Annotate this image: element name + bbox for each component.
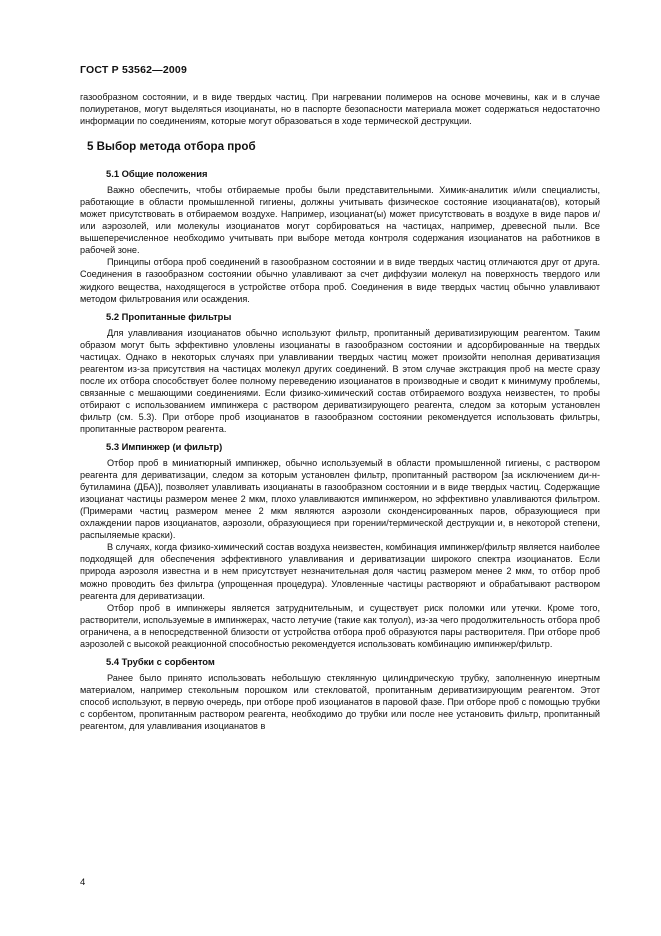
subsection-5-2-title: 5.2 Пропитанные фильтры — [106, 310, 232, 322]
document-header: ГОСТ Р 53562—2009 — [80, 64, 188, 76]
paragraph: Ранее было принято использовать небольшую стеклянную цилиндрическую трубку, заполненную инертным материалом, например стекольным порошком или стекловатой, пропитанным дериватизирующим реагентом. Этот способ используют, в первую очередь, при отборе проб изоцианатов в паровой фазе. При отборе проб с помощью трубки с сорбентом, пропитанным раствором реагента, необходимо до трубки или после нее установить фильтр, пропитанный реагентом, для улавливания изоцианатов в — [80, 672, 600, 731]
paragraph: Отбор проб в миниатюрный импинжер, обычно используемый в области промышленной гигиены, с раствором реагента для дериватизации, следом за которым установлен фильтр, пропитанный раствором [за исключением ди-н-бутиламина (ДБА)], позволяет улавливать изоцианаты в газообразном состоянии и в виде твердых частиц. Содержащие изоцианат частицы размером менее 2 мкм, плохо улавливаются импинжером, но эффективно улавливаются фильтром. (Примерами частиц размером менее 2 мкм являются аэрозоли сконденсированных паров, образующиеся при охлаждении паров изоцианатов, аэрозоли, образующиеся при горении/термической деструкции и, в некоторой степени, распыляемые краски). — [80, 458, 600, 541]
intro-paragraph: газообразном состоянии, и в виде твердых частиц. При нагревании полимеров на основе мочевины, как и в случае полиуретанов, могут выделяться изоцианаты, но в паспорте безопасности материала может содержаться недостаточно информации по соединениям, которые могут образоваться в ходе термической деструкции. — [80, 92, 600, 127]
paragraph: Важно обеспечить, чтобы отбираемые пробы были представительными. Химик-аналитик и/или специалисты, работающие в области промышленной гигиены, должны учитывать физическое состояние изоцианата(ов), который может присутствовать в отбираемом воздухе. Например, изоцианат(ы) может присутствовать в воздухе в виде паров и/или аэрозолей, или молекулы изоцианатов могут сорбироваться на частицах, например, древесной пыли. Все вышеперечисленное необходимо учитывать при выборе метода контроля содержания изоцианатов на работников в рабочей зоне. — [80, 185, 600, 256]
page-number: 4 — [80, 877, 86, 888]
paragraph: В случаях, когда физико-химический состав воздуха неизвестен, комбинация импинжер/фильтр является наиболее подходящей для обеспечения эффективного улавливания и дериватизации широкого спектра изоцианатов. Если природа аэрозоля известна и в нем присутствует незначительная доля частиц размером менее 2 мкм, то отбор проб можно проводить без фильтра (упрощенная процедура). Уловленные частицы растворяют и обрабатывают раствором реагента для дериватизации. — [80, 542, 600, 601]
subsection-5-1-title: 5.1 Общие положения — [106, 168, 208, 180]
subsection-5-3-title: 5.3 Импинжер (и фильтр) — [106, 441, 223, 453]
subsection-5-4-title: 5.4 Трубки с сорбентом — [106, 655, 215, 667]
paragraph: Принципы отбора проб соединений в газообразном состоянии и в виде твердых частиц отличаются друг от друга. Соединения в газообразном состоянии обычно улавливают за счет диффузии молекул на поверхность твердого или жидкого вещества, находящегося в устройстве отбора проб. Соединения в виде твердых частиц обычно улавливают методом фильтрования или осаждения. — [80, 257, 600, 304]
section-title: 5 Выбор метода отбора проб — [87, 140, 256, 154]
paragraph: Отбор проб в импинжеры является затруднительным, и существует риск поломки или утечки. Кроме того, растворители, используемые в импинжерах, часто летучие (такие как толуол), из-за чего продолжительность отбора проб ограничена, а в непосредственной близости от устройства отбора проб образуются пары растворителя. При отборе проб аэрозолей с высокой реакционной способностью рекомендуется использовать комбинацию импинжер/фильтр. — [80, 602, 600, 649]
document-body — [80, 91, 600, 732]
paragraph: Для улавливания изоцианатов обычно используют фильтр, пропитанный дериватизирующим реагентом. Таким образом могут быть эффективно уловлены изоцианаты в газообразном состоянии и адсорбированные на твердых частицах. Однако в некоторых случаях при улавливании твердых частиц может произойти неполная дериватизация реагентом из-за присутствия на частицах молекул других соединений. В этом случае экстракция проб на месте сразу после их отбора способствует более полному переведению изоцианатов в производные и сводит к минимуму проблемы, связанные с мешающими соединениями. Если физико-химический состав отбираемого воздуха неизвестен, то пробы отбирают с использованием импинжера с раствором дериватизирующего реагента, следом за которым установлен фильтр (см. 5.3). При отборе проб изоцианатов в газообразном состоянии рекомендуется использовать фильтры, пропитанные раствором реагента. — [80, 327, 600, 434]
